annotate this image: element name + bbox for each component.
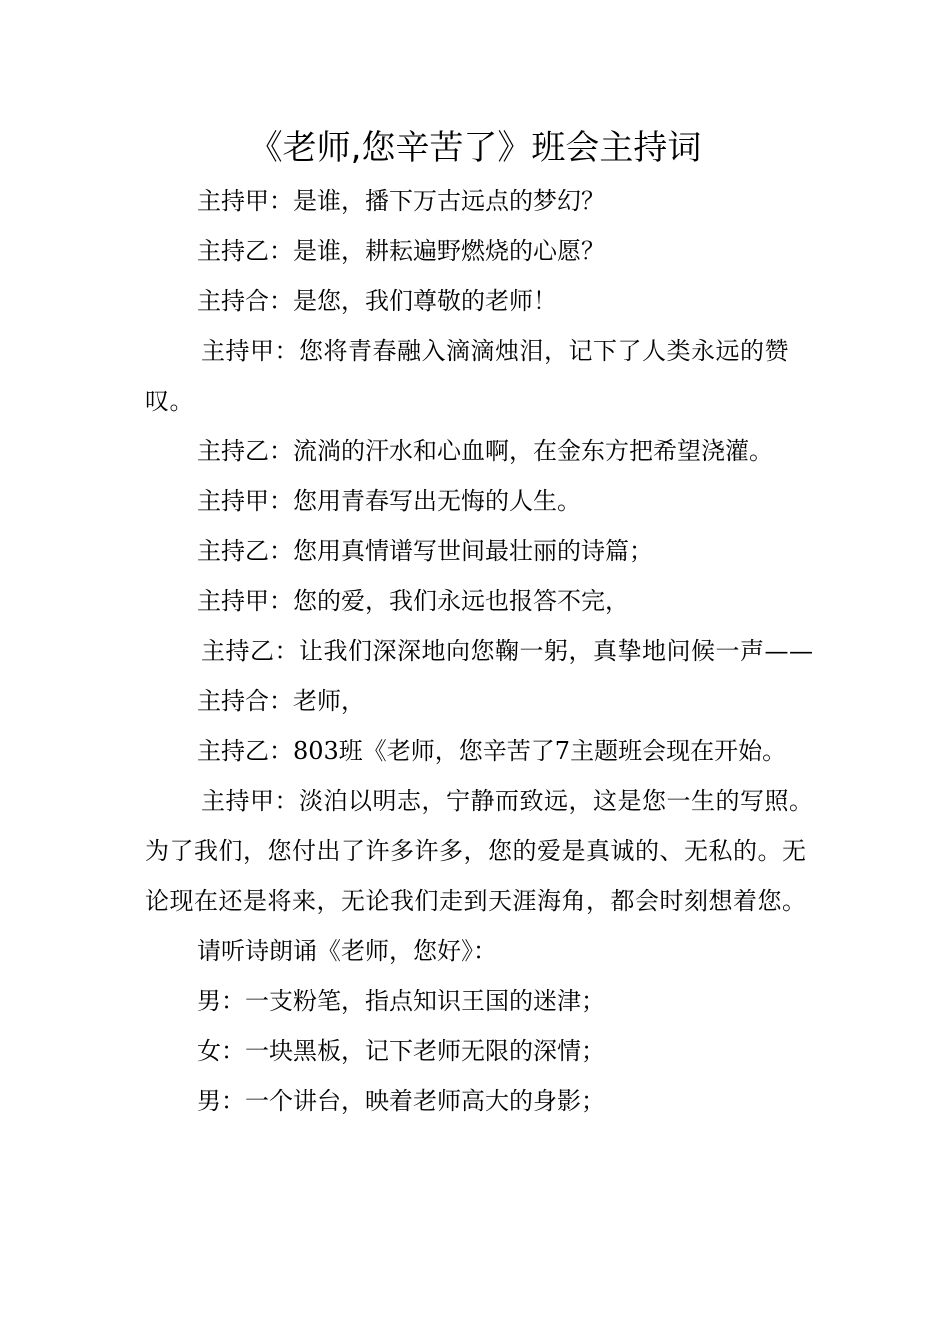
- paragraph-4: 主持甲：您将青春融入滴滴烛泪，记下了人类永远的赞叹。: [145, 337, 789, 415]
- paragraph-11: 主持乙：803班《老师，您辛苦了7主题班会现在开始。: [197, 737, 787, 765]
- document-body: [145, 176, 825, 1126]
- paragraph-5: 主持乙：流淌的汗水和心血啊，在金东方把希望浇灌。: [197, 437, 773, 465]
- document-title: 《老师,您辛苦了》班会主持词: [248, 128, 702, 168]
- paragraph-16: 男：一个讲台，映着老师高大的身影；: [197, 1087, 605, 1115]
- paragraph-15: 女：一块黑板，记下老师无限的深情；: [197, 1037, 605, 1065]
- paragraph-8: 主持甲：您的爱，我们永远也报答不完，: [197, 587, 629, 615]
- paragraph-9: 主持乙：让我们深深地向您鞠一躬，真挚地问候一声——: [201, 637, 814, 665]
- paragraph-3: 主持合：是您，我们尊敬的老师！: [197, 287, 557, 315]
- paragraph-6: 主持甲：您用青春写出无悔的人生。: [197, 487, 581, 515]
- paragraph-1: 主持甲：是谁，播下万古远点的梦幻？: [197, 187, 605, 215]
- paragraph-12: 主持甲：淡泊以明志，宁静而致远，这是您一生的写照。为了我们，您付出了许多许多，您的爱是真诚的、无私的。无论现在还是将来，无论我们走到天涯海角，都会时刻想着您。: [145, 787, 814, 915]
- paragraph-14: 男：一支粉笔，指点知识王国的迷津；: [197, 987, 605, 1015]
- paragraph-2: 主持乙：是谁，耕耘遍野燃烧的心愿？: [197, 237, 605, 265]
- paragraph-7: 主持乙：您用真情谱写世间最壮丽的诗篇；: [197, 537, 653, 565]
- paragraph-13: 请听诗朗诵《老师，您好》：: [197, 937, 497, 965]
- paragraph-10: 主持合：老师，: [197, 687, 365, 715]
